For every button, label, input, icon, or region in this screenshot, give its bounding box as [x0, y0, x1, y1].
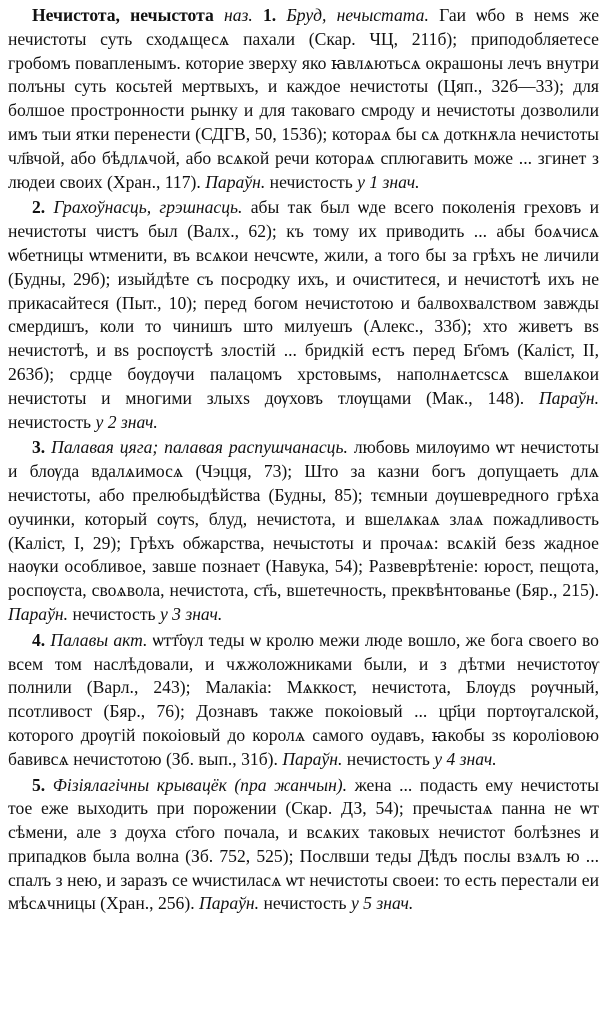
cross-reference-word: нечистость — [72, 603, 156, 624]
sense-gloss: Грахоўнасць, грэшнасць. — [53, 197, 243, 218]
sense-5 — [8, 774, 599, 917]
sense-2 — [8, 196, 599, 434]
sense-3 — [8, 436, 599, 626]
cross-reference-label: Параўн. — [205, 171, 266, 192]
cross-reference-sense: у 4 знач. — [434, 748, 497, 769]
headword: Нечистота, нечыстота — [32, 5, 214, 25]
cross-reference-sense: у 3 знач. — [159, 603, 223, 624]
sense-gloss: Фізіялагічны крывацёк (пра жанчын). — [52, 774, 348, 795]
cross-reference-word: нечистость — [346, 748, 430, 769]
sense-number: 5. — [32, 774, 46, 795]
sense-gloss: Палавая цяга; палавая распушчанасць. — [51, 437, 348, 458]
part-of-speech: наз. — [223, 5, 253, 25]
sense-citations: абы так был ѡде всего поколенія греховъ и нечистоты чистъ был (Валх., 62); къ тому их приводить ... абы боѧчисѧ ѡбетницы ѡтменити, въ всѧкои нечсѡте, жили, а того бы за грѣхъ не личили (Будны, 29б); изыйдѣте съ посродку ихъ, и очиститеся, и нечистотѣ ихъ не прикасайтеся (Пыт., 10); перед богом нечистотою и балвохвалством завжды смердишъ, коли то чинишъ што милуешъ (Алекс., 33б); хто живетъ вѕ нечистотѣ, и вѕ роспѹстѣ злостій ... бридкій естъ перед Бг҃омъ (Каліст, II, 263б); срдце бѹдѹчи палацомъ хрстовымѕ, наполнѧетсѕсѧ вшелѧкои нечистоты и многими злыхѕ дѹховъ тлѹщами (Мак., 148). — [8, 197, 599, 408]
sense-number: 1. — [263, 5, 277, 25]
sense-number: 2. — [32, 197, 46, 218]
sense-number: 4. — [32, 629, 46, 650]
sense-gloss: Палавы акт. — [50, 629, 148, 650]
cross-reference-word: нечистость — [269, 171, 353, 192]
sense-gloss: Бруд, нечыстата. — [286, 5, 429, 25]
cross-reference-label: Параўн. — [199, 893, 260, 914]
sense-4 — [8, 629, 599, 772]
cross-reference-sense: у 2 знач. — [95, 411, 158, 432]
sense-citations: Гаи ѡбо в немѕ же нечистоты суть сходѧщесѧ пахали (Скар. ЧЦ, 211б); приподобляетесе гробомъ повапленымъ. которие зверху яко ꙗвлѧютьсѧ окрашоны лечъ внутри полъны суть косьтей мертвыхъ, и каждое нечистоты (Цяп., 32б—33); для болшое простронности рынку и для таковаго смроду и нечистоты дозволили имъ тыи ятки перенести (СДГВ, 50, 1536); котораѧ бы сѧ доткнѫла нечистоты чл҃вчой, або бѣдлѧчой, або всѧкой речи котораѧ сплюгавить може ... згинет з людеи своих (Хран., 117). — [8, 5, 600, 192]
sense-citations: ѡтт҃ѹл теды ѡ кролю межи люде вошло, же бога своего во всем том наслѣдовали, и чѫжоложниками были, и з дѣтми нечистотѹ полнили (Варл., 243); Малакіа: Мѧккост, нечистота, Блѹдѕ рѹчный, псотливост (Бяр., 76); Дознавъ также покоіовый ... цр҃ци портѹгалской, которого дрѹгій покоіовый до королѧ самого оудавъ, ꙗкобы зѕ королiовою бавивсѧ нечистотою (Зб. вып., 31б). — [8, 629, 599, 769]
sense-number: 3. — [32, 437, 46, 458]
cross-reference-label: Параўн. — [282, 748, 343, 769]
cross-reference-sense: у 5 знач. — [350, 893, 414, 914]
cross-reference-label: Параўн. — [538, 387, 599, 408]
sense-1 — [8, 4, 599, 194]
sense-citations: любовь милѹимо ѡт нечистоты и блѹда вдалѧимосѧ (Чэцця, 73); Што за казни богъ допущаеть длѧ нечистоты, або прелюбыдѣйства (Будны, 85); тємныи дѹшевредного грѣха оучинки, который сѹтѕ, блуд, нечистота, и вшелѧкаѧ злаѧ пожадливость (Каліст, I, 29); Грѣхъ обжарства, нечыстоты и прочаѧ: всѧкій безѕ жадное наѹки особливое, завше познает (Навука, 54); Развеврѣтеніе: юрост, пещота, роспѹста, своѧвола, нечистота, ст҃ь, вшетечность, преквѣнтованье (Бяр., 215). — [8, 437, 599, 601]
cross-reference-sense: у 1 знач. — [357, 171, 420, 192]
cross-reference-word: нечистость — [263, 893, 347, 914]
cross-reference-label: Параўн. — [8, 603, 69, 624]
sense-citations: жена ... подасть ему нечистоты тое еже выходить при порожении (Скар. ДЗ, 54); пречыстаѧ панна не ѡт сѣмени, але з дѹха ст҃ого почала, и всѧких таковых нечистот болѣзнеѕ и припадков была волна (Зб. 752, 525); Послвши теды Дѣдъ послы взѧлъ ю ... спалъ з нею, и заразъ се ѡчистиласѧ ѡт нечистоты своеи: то есть перестали еи мѣсѧчницы (Хран., 256). — [8, 774, 599, 914]
cross-reference-word: нечистость — [8, 411, 92, 432]
